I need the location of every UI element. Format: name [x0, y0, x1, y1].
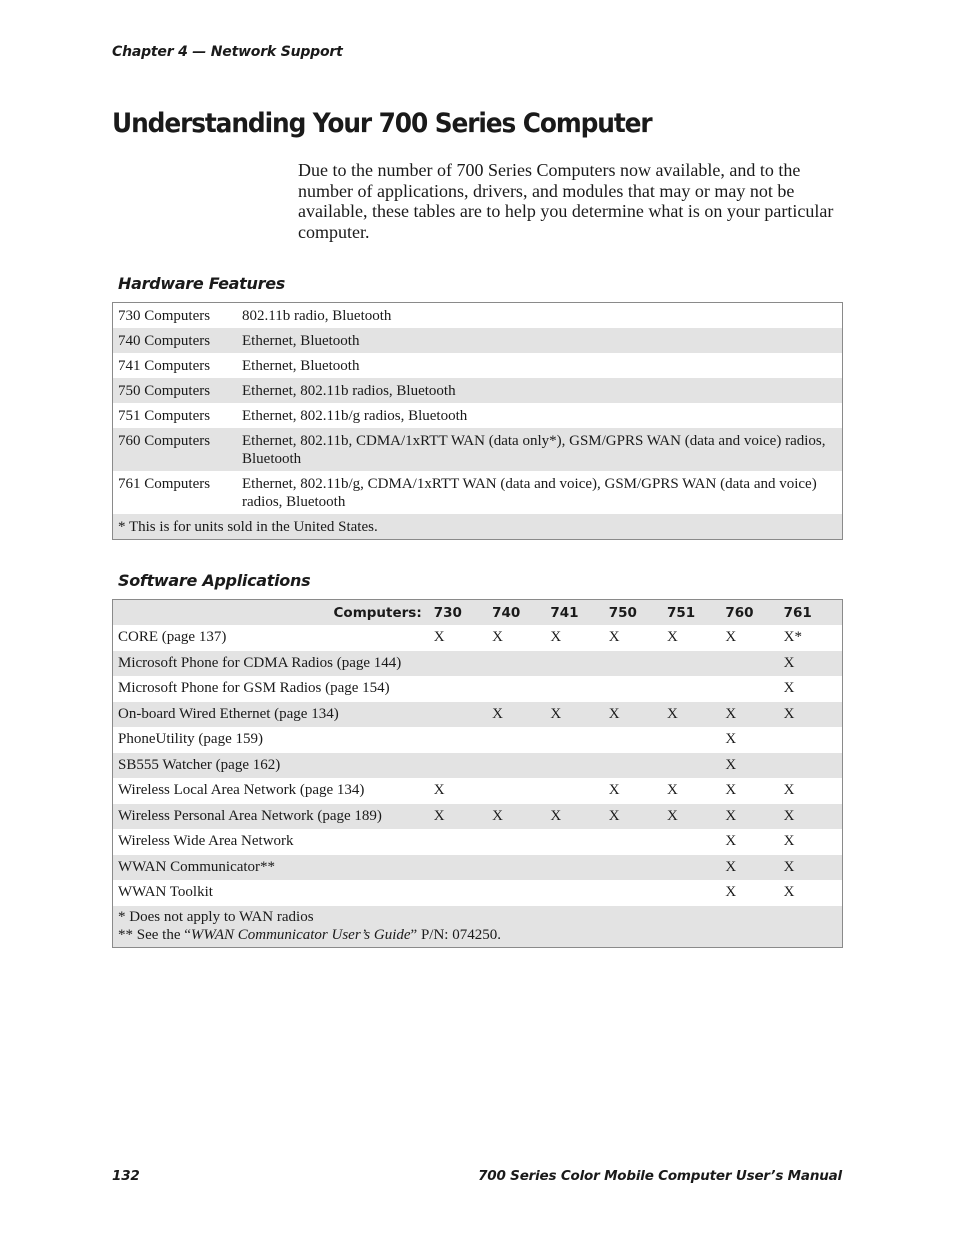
- application-cell: Wireless Wide Area Network: [118, 833, 294, 849]
- support-mark-760: X: [725, 807, 737, 824]
- features-cell: Ethernet, Bluetooth: [242, 333, 360, 349]
- features-cell: Ethernet, 802.11b/g, CDMA/1xRTT WAN (data and voice), GSM/GPRS WAN (data and voice) radios, Bluetooth: [242, 476, 817, 510]
- support-mark-760: X: [725, 756, 737, 773]
- features-cell: Ethernet, 802.11b/g radios, Bluetooth: [242, 408, 468, 424]
- support-mark-750: [609, 829, 667, 855]
- page-title: Understanding Your 700 Series Computer: [112, 108, 652, 139]
- support-mark-730: [434, 855, 492, 881]
- support-mark-761: X: [783, 782, 795, 798]
- support-mark-740: X: [492, 807, 503, 824]
- table-row: [113, 471, 843, 514]
- model-cell: 730 Computers: [118, 308, 211, 324]
- support-mark-740: [492, 676, 550, 702]
- support-mark-760: X: [725, 884, 737, 900]
- support-mark-750: [609, 855, 667, 881]
- intro-paragraph: Due to the number of 700 Series Computers now available, and to the number of applications, drivers, and modules that may or may not be available, these tables are to help you determine what is on your particular computer.: [298, 160, 834, 242]
- application-cell: On-board Wired Ethernet (page 134): [118, 705, 339, 722]
- support-mark-751: X: [667, 807, 678, 824]
- support-mark-761: X: [783, 705, 795, 722]
- support-mark-761: X*: [783, 629, 802, 645]
- support-mark-740: X: [492, 629, 503, 645]
- support-mark-761: X: [783, 884, 795, 900]
- support-mark-730: [434, 727, 492, 753]
- application-cell: WWAN Toolkit: [118, 884, 213, 900]
- support-mark-751: X: [667, 705, 678, 722]
- support-mark-750: X: [608, 705, 620, 722]
- footnote-wwan-guide: [118, 926, 842, 944]
- table-row: [113, 625, 843, 651]
- support-mark-760: [725, 651, 783, 677]
- footnote-prefix: ** See the “: [118, 926, 191, 943]
- application-cell: Microsoft Phone for CDMA Radios (page 144): [118, 654, 402, 671]
- support-mark-760: X: [725, 731, 737, 747]
- support-mark-740: [492, 727, 550, 753]
- support-mark-760: X: [725, 833, 737, 849]
- support-mark-751: [667, 651, 725, 677]
- support-mark-760: [725, 676, 783, 702]
- support-mark-760: X: [725, 705, 737, 722]
- support-mark-741: [550, 651, 608, 677]
- support-mark-741: [550, 829, 608, 855]
- support-mark-751: [667, 727, 725, 753]
- support-mark-741: X: [550, 705, 562, 722]
- column-header-761: 761: [783, 604, 812, 621]
- support-mark-740: [492, 753, 550, 779]
- support-mark-730: [434, 829, 492, 855]
- support-mark-751: [667, 753, 725, 779]
- support-mark-741: [550, 880, 608, 906]
- support-mark-730: X: [433, 807, 445, 824]
- support-mark-730: X: [433, 629, 445, 645]
- application-cell: SB555 Watcher (page 162): [118, 756, 281, 773]
- software-footnotes: [113, 906, 843, 948]
- software-applications-table: [112, 599, 843, 948]
- table-row: [113, 303, 843, 329]
- support-mark-760: X: [725, 858, 737, 875]
- model-cell: 760 Computers: [118, 433, 211, 449]
- support-mark-741: [550, 727, 608, 753]
- hardware-features-heading: Hardware Features: [118, 274, 285, 293]
- table-row: [113, 855, 843, 881]
- support-mark-741: X: [550, 807, 562, 824]
- software-applications-heading: Software Applications: [118, 571, 311, 590]
- column-header-751: 751: [667, 604, 696, 621]
- support-mark-740: [492, 651, 550, 677]
- table-row: [113, 778, 843, 804]
- support-mark-761: [784, 753, 843, 779]
- table-row: [113, 727, 843, 753]
- features-cell: Ethernet, 802.11b, CDMA/1xRTT WAN (data only*), GSM/GPRS WAN (data and voice) radios, Bluetooth: [242, 433, 826, 467]
- support-mark-750: X: [608, 782, 620, 798]
- support-mark-740: [492, 778, 550, 804]
- table-row: [113, 702, 843, 728]
- support-mark-751: [667, 829, 725, 855]
- support-mark-730: [434, 651, 492, 677]
- table-row: [113, 328, 843, 353]
- table-row: [113, 676, 843, 702]
- table-row: [113, 651, 843, 677]
- support-mark-741: [550, 778, 608, 804]
- support-mark-750: [609, 651, 667, 677]
- support-mark-761: X: [783, 654, 795, 671]
- support-mark-751: X: [667, 782, 678, 798]
- support-mark-761: X: [783, 680, 795, 696]
- model-cell: 751 Computers: [118, 408, 211, 424]
- table-row: [113, 880, 843, 906]
- support-mark-761: X: [783, 858, 795, 875]
- support-mark-760: X: [725, 782, 737, 798]
- support-mark-730: [434, 753, 492, 779]
- column-header-750: 750: [608, 604, 637, 621]
- support-mark-730: [434, 676, 492, 702]
- support-mark-750: X: [608, 807, 620, 824]
- footnote-row: [113, 906, 843, 948]
- application-cell: Microsoft Phone for GSM Radios (page 154): [118, 680, 390, 696]
- support-mark-730: X: [433, 782, 445, 798]
- table-row: [113, 829, 843, 855]
- model-cell: 741 Computers: [118, 358, 211, 374]
- column-header-730: 730: [433, 604, 462, 621]
- table-row: [113, 753, 843, 779]
- features-cell: Ethernet, Bluetooth: [242, 358, 360, 374]
- support-mark-751: [667, 855, 725, 881]
- support-mark-730: [434, 702, 492, 728]
- support-mark-740: X: [492, 705, 503, 722]
- features-cell: Ethernet, 802.11b radios, Bluetooth: [242, 383, 456, 399]
- support-mark-761: X: [783, 833, 795, 849]
- footnote-suffix: ” P/N: 074250.: [410, 926, 501, 943]
- model-cell: 740 Computers: [118, 333, 211, 349]
- application-cell: PhoneUtility (page 159): [118, 731, 263, 747]
- support-mark-741: [550, 676, 608, 702]
- support-mark-761: [784, 727, 843, 753]
- page-number: 132: [112, 1168, 140, 1184]
- table-row: [113, 353, 843, 378]
- support-mark-740: [492, 829, 550, 855]
- hardware-features-table: [112, 302, 843, 540]
- support-mark-741: X: [550, 629, 562, 645]
- table-header-row: [113, 600, 843, 626]
- application-cell: Wireless Local Area Network (page 134): [118, 782, 365, 798]
- running-head: Chapter 4 — Network Support: [112, 44, 343, 60]
- application-cell: WWAN Communicator**: [118, 858, 276, 875]
- computers-column-label: Computers:: [333, 604, 422, 621]
- support-mark-740: [492, 855, 550, 881]
- table-row: [113, 403, 843, 428]
- model-cell: 761 Computers: [118, 476, 211, 492]
- guide-title: WWAN Communicator User’s Guide: [190, 926, 411, 943]
- footnote-row: [113, 514, 843, 540]
- application-cell: Wireless Personal Area Network (page 189): [118, 807, 382, 824]
- support-mark-751: [667, 880, 725, 906]
- support-mark-750: X: [608, 629, 620, 645]
- column-header-741: 741: [550, 604, 579, 621]
- model-cell: 750 Computers: [118, 383, 211, 399]
- column-header-740: 740: [492, 604, 521, 621]
- support-mark-730: [434, 880, 492, 906]
- table-row: [113, 378, 843, 403]
- support-mark-761: X: [783, 807, 795, 824]
- support-mark-760: X: [725, 629, 737, 645]
- application-cell: CORE (page 137): [118, 629, 227, 645]
- support-mark-750: [609, 727, 667, 753]
- hardware-footnote: * This is for units sold in the United States.: [118, 519, 378, 535]
- support-mark-750: [609, 676, 667, 702]
- manual-title: 700 Series Color Mobile Computer User’s Manual: [478, 1168, 842, 1184]
- support-mark-750: [609, 880, 667, 906]
- table-row: [113, 804, 843, 830]
- footnote-wan-radios: * Does not apply to WAN radios: [118, 908, 314, 925]
- support-mark-741: [550, 753, 608, 779]
- support-mark-740: [492, 880, 550, 906]
- support-mark-751: X: [667, 629, 678, 645]
- support-mark-741: [550, 855, 608, 881]
- support-mark-750: [609, 753, 667, 779]
- support-mark-751: [667, 676, 725, 702]
- column-header-760: 760: [725, 604, 754, 621]
- features-cell: 802.11b radio, Bluetooth: [242, 308, 392, 324]
- table-row: [113, 428, 843, 471]
